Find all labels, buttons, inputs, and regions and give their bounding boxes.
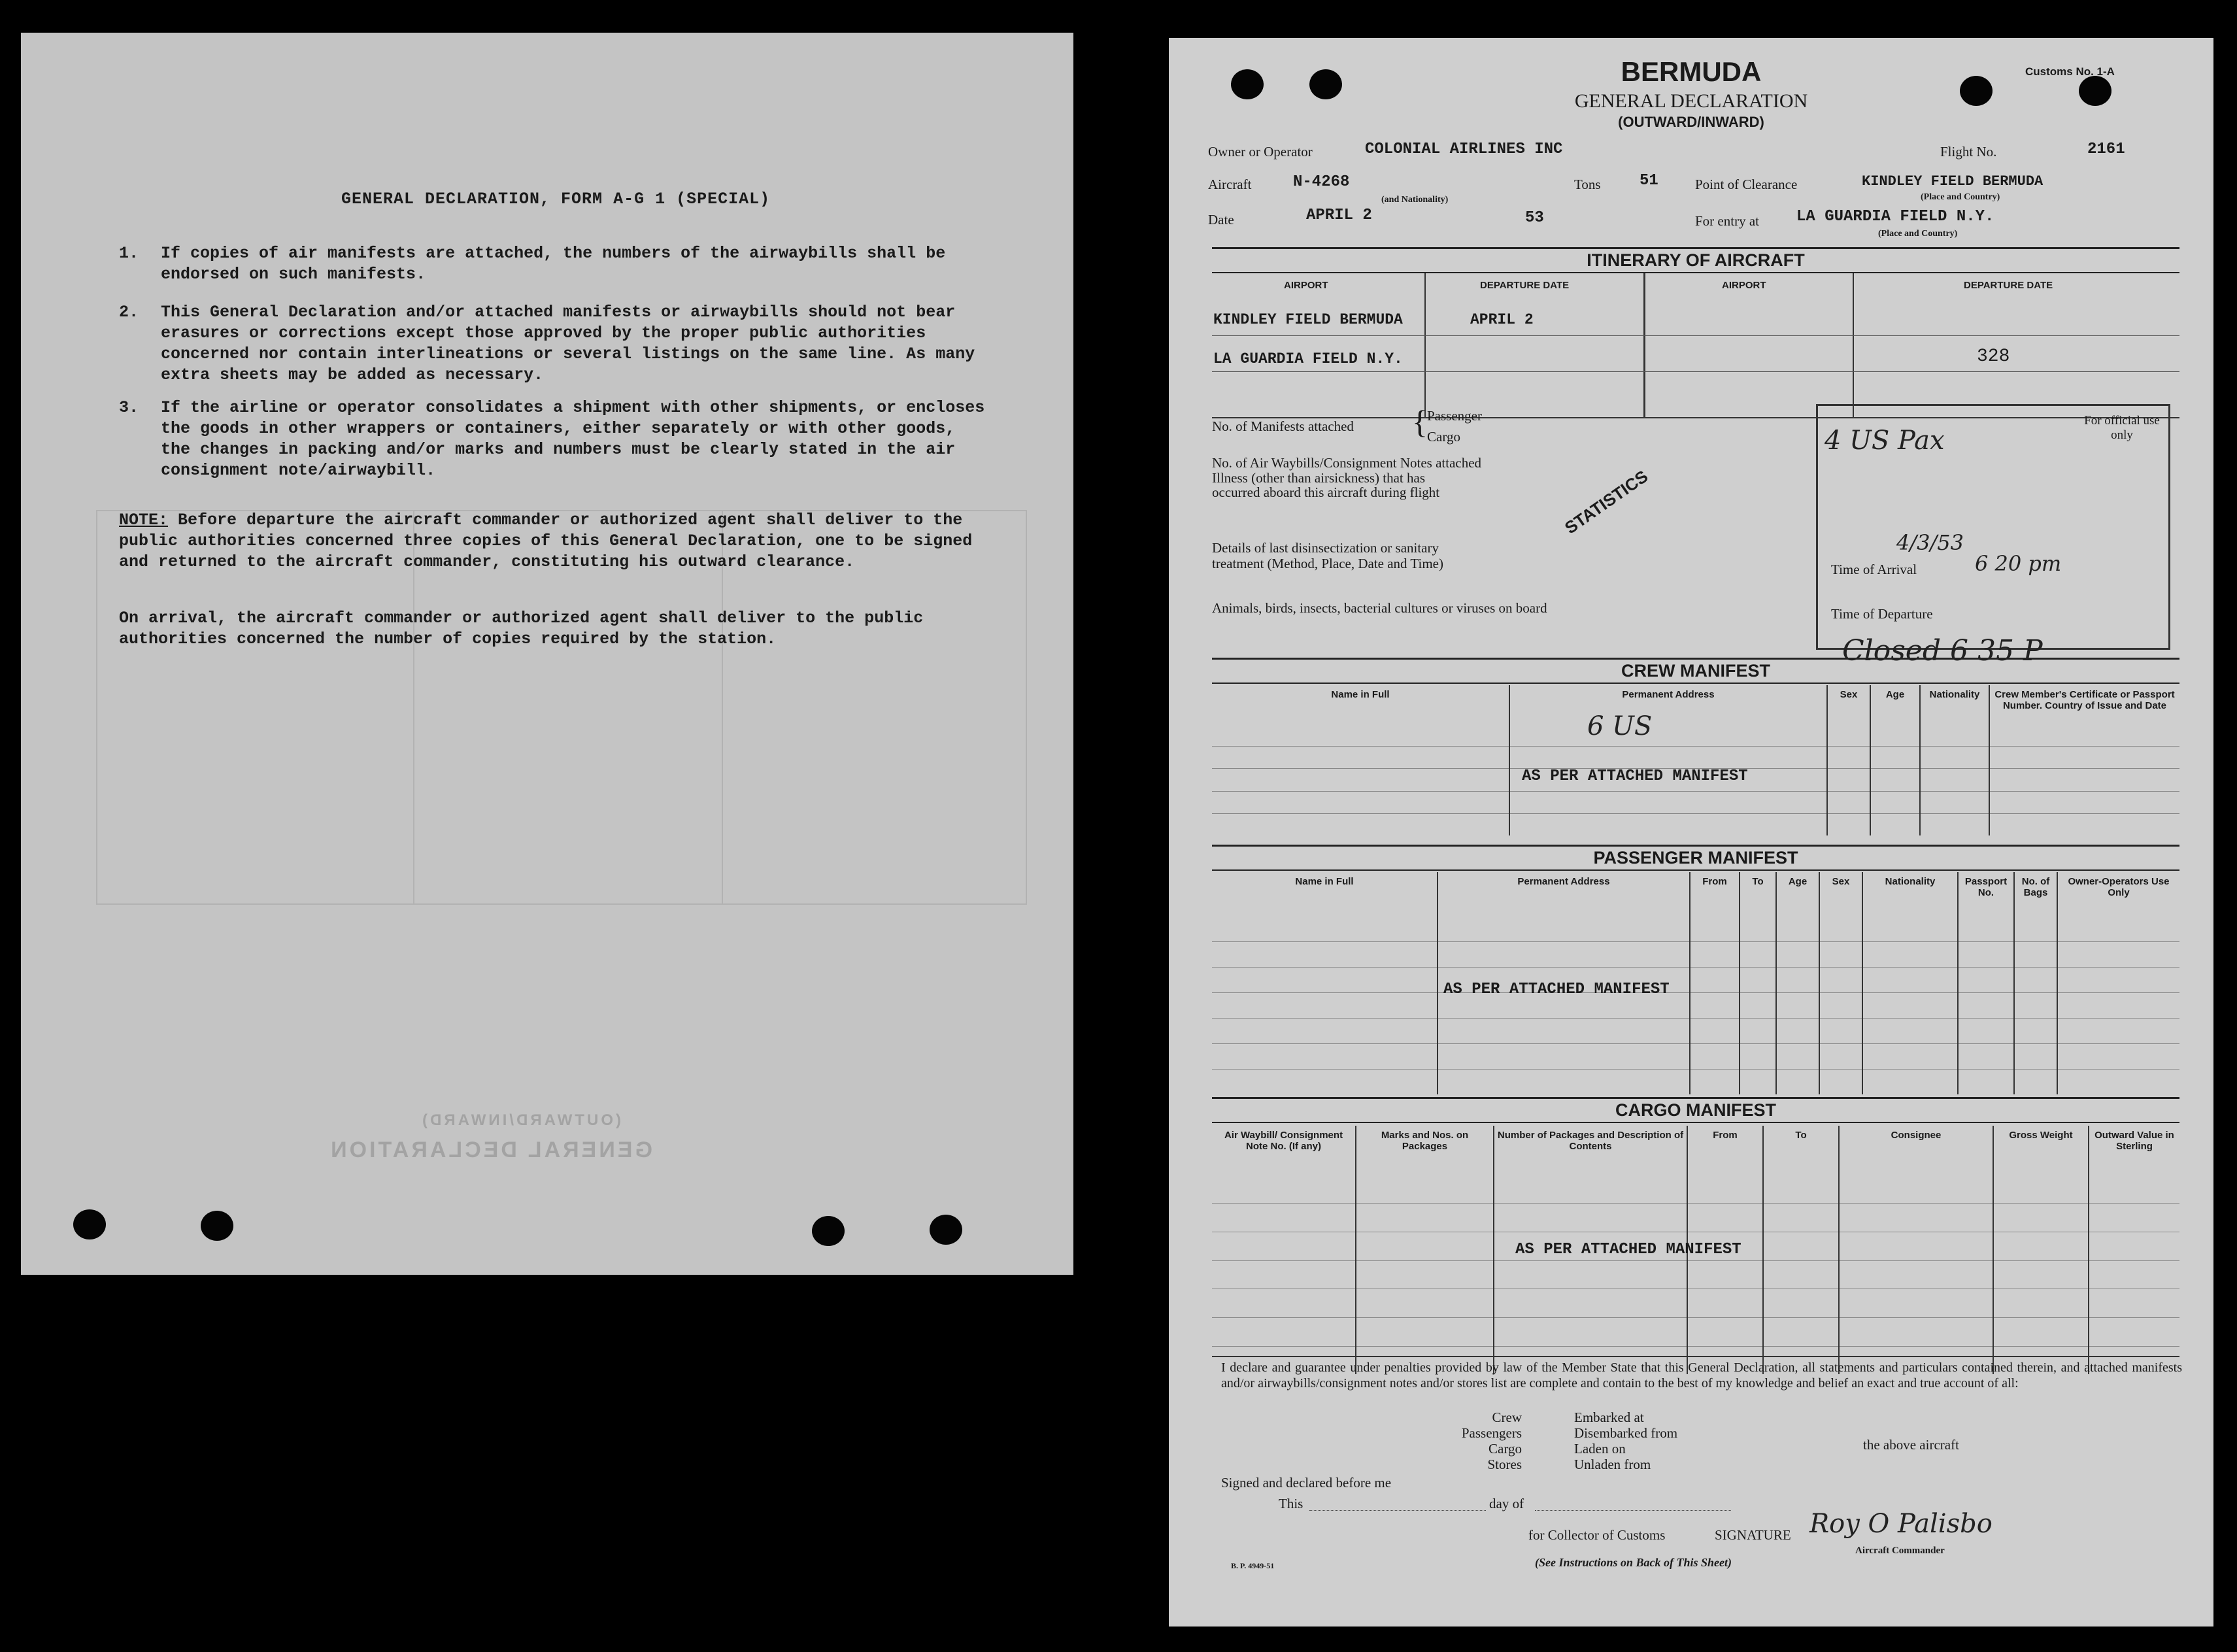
passenger-col-name: Name in Full <box>1295 876 1354 887</box>
passenger-cell <box>1776 941 1819 967</box>
arrival-instruction: On arrival, the aircraft commander or authorized agent shall deliver to the public authorities concerned the number of copies required by the station. <box>119 609 924 649</box>
aircraft-label: Aircraft <box>1208 177 1252 192</box>
cargo-cell <box>1494 1318 1687 1347</box>
passenger-col-owner-use: Owner-Operators Use Only <box>2057 872 2179 941</box>
crew-handwritten-count: 6 US <box>1587 711 1653 741</box>
cargo-col-from: From <box>1687 1126 1763 1204</box>
cargo-cell <box>1687 1260 1763 1289</box>
crew-as-per-manifest: AS PER ATTACHED MANIFEST <box>1522 767 1748 785</box>
manifests-cargo-label: Cargo <box>1427 429 1460 445</box>
passenger-manifest-heading: PASSENGER MANIFEST <box>1212 845 2179 871</box>
manifests-passenger-label: Passenger <box>1427 408 1482 424</box>
itinerary-divider <box>1424 273 1426 417</box>
passenger-cell <box>1212 967 1438 992</box>
declaration-text: I declare and guarantee under penalties provided by law of the Member State that this General Declaration, all statements and particulars contained therein, and attached manifests and/or airwaybills/consignment notes and/or stores list are complete and contain to the best of my knowledge and belief an exact and true account of all: <box>1221 1360 2182 1391</box>
manifests-brace: { <box>1412 403 1428 440</box>
crew-col-name: Name in Full <box>1331 689 1390 700</box>
cargo-col-to: To <box>1763 1126 1839 1204</box>
handwritten-closed-time: Closed 6 35 P <box>1842 634 2043 667</box>
commander-signature: Roy O Palisbo <box>1809 1509 1993 1539</box>
action-laden: Laden on <box>1574 1441 1626 1457</box>
cargo-manifest-heading: CARGO MANIFEST <box>1212 1097 2179 1123</box>
day-of-label: day of <box>1489 1496 1524 1511</box>
date-year: 53 <box>1525 209 1544 227</box>
handwritten-pax-note: 4 US Pax <box>1825 426 1945 456</box>
cargo-cell <box>1839 1318 1993 1347</box>
itinerary-col-airport-2: AIRPORT <box>1722 280 1766 291</box>
crew-manifest-heading: CREW MANIFEST <box>1212 658 2179 684</box>
passenger-cell <box>2014 1044 2057 1070</box>
passenger-cell <box>1958 941 2014 967</box>
owner-value: COLONIAL AIRLINES INC <box>1365 141 1563 158</box>
passenger-cell <box>1212 992 1438 1018</box>
cargo-cell <box>1356 1232 1494 1260</box>
see-instructions: (See Instructions on Back of This Sheet) <box>1535 1556 1732 1569</box>
arrival-label: Time of Arrival <box>1831 562 1917 577</box>
passenger-cell <box>1690 1070 1740 1094</box>
crew-cell <box>1989 791 2179 813</box>
official-use-box <box>1816 404 2170 650</box>
cargo-cell <box>1494 1260 1687 1289</box>
passenger-cell <box>1819 992 1862 1018</box>
crew-col-sex: Sex <box>1827 685 1870 746</box>
passenger-cell <box>1776 992 1819 1018</box>
cargo-cell <box>1763 1289 1839 1318</box>
statistics-stamp: STATISTICS <box>1561 466 1652 538</box>
punch-hole <box>812 1216 845 1246</box>
signed-declared-label: Signed and declared before me <box>1221 1475 1392 1491</box>
passenger-cell <box>1212 941 1438 967</box>
itinerary-row-line <box>1212 335 2179 336</box>
cargo-col-waybill: Air Waybill/ Consignment Note No. (If any) <box>1224 1130 1343 1152</box>
passenger-cell <box>1819 941 1862 967</box>
cargo-as-per-manifest: AS PER ATTACHED MANIFEST <box>1515 1241 1741 1258</box>
passenger-as-per-manifest: AS PER ATTACHED MANIFEST <box>1443 981 1670 998</box>
crew-col-certificate: Crew Member's Certificate or Passport Number. Country of Issue and Date <box>1989 685 2179 746</box>
passenger-cell <box>1776 1019 1819 1044</box>
customs-number: Customs No. 1-A <box>2025 65 2115 78</box>
passenger-cell <box>2057 992 2179 1018</box>
entry-value: LA GUARDIA FIELD N.Y. <box>1796 208 1994 226</box>
cargo-col-description: Number of Packages and Description of Contents <box>1494 1126 1687 1204</box>
passenger-cell <box>2014 1070 2057 1094</box>
itinerary-divider <box>1643 273 1645 417</box>
passenger-cell <box>2014 967 2057 992</box>
crew-cell <box>1212 769 1509 791</box>
this-line <box>1309 1510 1486 1511</box>
passenger-col-sex: Sex <box>1819 872 1862 941</box>
crew-cell <box>1870 769 1920 791</box>
passenger-cell <box>1438 1044 1690 1070</box>
clearance-value: KINDLEY FIELD BERMUDA <box>1862 173 2044 190</box>
passenger-cell <box>1740 1019 1776 1044</box>
cargo-cell <box>1993 1232 2089 1260</box>
flight-label: Flight No. <box>1940 144 1997 160</box>
clearance-place-note: (Place and Country) <box>1921 192 2000 202</box>
crew-cell <box>1509 746 1827 768</box>
cargo-cell <box>1494 1204 1687 1232</box>
note-label: NOTE: <box>119 511 169 530</box>
date-label: Date <box>1208 212 1234 228</box>
passenger-col-to: To <box>1740 872 1776 941</box>
cargo-cell <box>1993 1260 2089 1289</box>
instruction-number: 3. <box>119 398 139 417</box>
itinerary-col-departure: DEPARTURE DATE <box>1480 280 1570 291</box>
passenger-cell <box>1776 1044 1819 1070</box>
passenger-cell <box>1862 941 1958 967</box>
tons-value: 51 <box>1640 172 1658 190</box>
entry-place-note: (Place and Country) <box>1878 229 1958 239</box>
cargo-col-consignee: Consignee <box>1839 1126 1993 1204</box>
owner-label: Owner or Operator <box>1208 144 1313 160</box>
tons-label: Tons <box>1574 177 1601 192</box>
this-label: This <box>1279 1496 1304 1511</box>
passenger-col-nationality: Nationality <box>1862 872 1958 941</box>
note-block <box>119 510 1008 573</box>
passenger-cell <box>1819 1019 1862 1044</box>
passenger-cell <box>2057 1070 2179 1094</box>
cargo-cell <box>1356 1318 1494 1347</box>
cargo-cell <box>1212 1232 1356 1260</box>
passenger-cell <box>2057 967 2179 992</box>
passenger-col-address: Permanent Address <box>1438 872 1690 941</box>
cargo-col-marks: Marks and Nos. on Packages <box>1356 1126 1494 1204</box>
itinerary-row-line <box>1212 371 2179 372</box>
animals-label: Animals, birds, insects, bacterial cultures or viruses on board <box>1212 600 1547 616</box>
passenger-cell <box>1819 1070 1862 1094</box>
punch-hole <box>73 1209 106 1239</box>
declaration-divider <box>1212 1356 2179 1357</box>
passenger-cell <box>2014 1019 2057 1044</box>
cargo-cell <box>2089 1289 2179 1318</box>
cargo-cell <box>1763 1204 1839 1232</box>
bleed-through-subtitle: (OUTWARD/INWARD) <box>420 1111 621 1129</box>
passenger-cell <box>1690 967 1740 992</box>
crew-cell <box>1212 746 1509 768</box>
passenger-cell <box>1690 992 1740 1018</box>
passenger-cell <box>1776 1070 1819 1094</box>
crew-cell <box>1827 746 1870 768</box>
passenger-cell <box>1862 967 1958 992</box>
left-form-title: GENERAL DECLARATION, FORM A-G 1 (SPECIAL) <box>341 190 771 209</box>
cargo-cell <box>1687 1289 1763 1318</box>
passenger-cell <box>2057 1044 2179 1070</box>
crew-cell <box>1870 791 1920 813</box>
declaration-actions <box>1574 1409 1677 1472</box>
instruction-text: If copies of air manifests are attached, the numbers of the airwaybills shall be endorsed on such manifests. <box>161 244 946 284</box>
cargo-cell <box>1212 1289 1356 1318</box>
passenger-cell <box>1819 967 1862 992</box>
crew-cell <box>1212 813 1509 835</box>
itinerary-table <box>1212 273 2179 418</box>
passenger-cell <box>1740 992 1776 1018</box>
itinerary-row2-airport: LA GUARDIA FIELD N.Y. <box>1213 350 1403 367</box>
official-use-label: For official use only <box>2084 414 2160 442</box>
subject-crew: Crew <box>1492 1409 1522 1425</box>
cargo-cell <box>1356 1260 1494 1289</box>
cargo-cell <box>1763 1318 1839 1347</box>
passenger-cell <box>1212 1070 1438 1094</box>
waybills-label: No. of Air Waybills/Consignment Notes attached <box>1212 455 1482 471</box>
passenger-cell <box>1690 1019 1740 1044</box>
crew-col-nationality: Nationality <box>1920 685 1989 746</box>
passenger-cell <box>1958 1070 2014 1094</box>
punch-hole <box>201 1211 233 1241</box>
aircraft-nationality-note: (and Nationality) <box>1381 195 1449 205</box>
crew-cell <box>1827 813 1870 835</box>
passenger-cell <box>1438 1019 1690 1044</box>
crew-cell <box>1870 746 1920 768</box>
crew-cell <box>1920 769 1989 791</box>
passenger-cell <box>1776 967 1819 992</box>
handwritten-date: 4/3/53 <box>1896 530 1964 555</box>
itinerary-col-departure-2: DEPARTURE DATE <box>1964 280 2053 291</box>
passenger-cell <box>1740 967 1776 992</box>
instruction-3 <box>119 397 988 481</box>
form-code: B. P. 4949-51 <box>1231 1561 1275 1570</box>
crew-manifest-table <box>1212 685 2179 835</box>
crew-cell <box>1989 769 2179 791</box>
illness-label: Illness (other than airsickness) that has occurred aboard this aircraft during flight <box>1212 470 1440 500</box>
passenger-cell <box>1862 1044 1958 1070</box>
passenger-cell <box>1212 1019 1438 1044</box>
passenger-cell <box>2057 1019 2179 1044</box>
action-disembarked: Disembarked from <box>1574 1425 1678 1441</box>
commander-label: Aircraft Commander <box>1855 1545 1945 1556</box>
punch-hole <box>930 1215 962 1245</box>
aircraft-value: N-4268 <box>1293 173 1350 191</box>
cargo-cell <box>2089 1260 2179 1289</box>
instruction-text: If the airline or operator consolidates a shipment with other shipments, or encloses the goods in other wrappers or containers, either separately or with other goods, the changes in packing and/or marks and numbers must be clearly stated in the air consignment note/airwaybill. <box>161 398 985 480</box>
form-direction: (OUTWARD/INWARD) <box>1618 114 1764 130</box>
passenger-cell <box>1740 1044 1776 1070</box>
passenger-cell <box>1862 992 1958 1018</box>
itinerary-row2-number: 328 <box>1977 346 2010 367</box>
form-subtitle: GENERAL DECLARATION <box>1574 90 1808 112</box>
handwritten-arrival-time: 6 20 pm <box>1975 551 2062 576</box>
signature-label: SIGNATURE <box>1715 1527 1791 1543</box>
cargo-cell <box>1839 1232 1993 1260</box>
cargo-cell <box>1212 1260 1356 1289</box>
passenger-cell <box>1438 941 1690 967</box>
subject-passengers: Passengers <box>1461 1425 1522 1441</box>
cargo-cell <box>2089 1232 2179 1260</box>
disinsectization-label: Details of last disinsectization or sanitary treatment (Method, Place, Date and Time) <box>1212 540 1443 571</box>
crew-col-address: Permanent Address <box>1509 685 1827 746</box>
passenger-col-passport: Passport No. <box>1958 872 2014 941</box>
passenger-cell <box>2014 992 2057 1018</box>
subject-cargo: Cargo <box>1489 1441 1522 1457</box>
passenger-cell <box>1862 1070 1958 1094</box>
cargo-cell <box>1687 1204 1763 1232</box>
passenger-col-bags: No. of Bags <box>2014 872 2057 941</box>
cargo-cell <box>1993 1204 2089 1232</box>
crew-col-age: Age <box>1870 685 1920 746</box>
bleed-through-title: GENERAL DECLARATION <box>328 1138 652 1162</box>
passenger-col-age: Age <box>1776 872 1819 941</box>
note-text: Before departure the aircraft commander or authorized agent shall deliver to the public authorities concerned three copies of this General Declaration, one to be signed and returned to the aircraft commander, constituting his outward clearance. <box>119 511 973 571</box>
passenger-cell <box>2057 941 2179 967</box>
passenger-cell <box>1862 1019 1958 1044</box>
passenger-cell <box>1212 1044 1438 1070</box>
passenger-cell <box>1958 967 2014 992</box>
cargo-cell <box>1839 1289 1993 1318</box>
itinerary-row1-airport: KINDLEY FIELD BERMUDA <box>1213 311 1403 328</box>
form-title: BERMUDA <box>1621 56 1762 87</box>
cargo-cell <box>1993 1318 2089 1347</box>
passenger-manifest-table <box>1212 872 2179 1094</box>
cargo-cell <box>1356 1204 1494 1232</box>
cargo-cell <box>2089 1318 2179 1347</box>
entry-label: For entry at <box>1695 213 1759 229</box>
manifests-label: No. of Manifests attached <box>1212 418 1354 434</box>
crew-cell <box>1920 813 1989 835</box>
cargo-cell <box>1687 1318 1763 1347</box>
action-unladen: Unladen from <box>1574 1457 1651 1472</box>
crew-cell <box>1920 791 1989 813</box>
passenger-col-from: From <box>1690 872 1740 941</box>
passenger-cell <box>1819 1044 1862 1070</box>
itinerary-col-airport: AIRPORT <box>1284 280 1328 291</box>
cargo-cell <box>1763 1232 1839 1260</box>
cargo-cell <box>1993 1289 2089 1318</box>
action-embarked: Embarked at <box>1574 1409 1644 1425</box>
passenger-cell <box>1958 992 2014 1018</box>
cargo-cell <box>1763 1260 1839 1289</box>
passenger-cell <box>1958 1044 2014 1070</box>
departure-label: Time of Departure <box>1831 606 1933 622</box>
passenger-cell <box>1438 1070 1690 1094</box>
crew-cell <box>1509 813 1827 835</box>
flight-value: 2161 <box>2087 141 2125 158</box>
date-value: APRIL 2 <box>1306 207 1372 224</box>
cargo-cell <box>1839 1260 1993 1289</box>
right-sheet-general-declaration <box>1169 38 2213 1627</box>
subject-stores: Stores <box>1487 1457 1522 1472</box>
cargo-col-value: Outward Value in Sterling <box>2089 1126 2179 1204</box>
collector-label: for Collector of Customs <box>1528 1527 1666 1543</box>
cargo-cell <box>1212 1204 1356 1232</box>
day-of-line <box>1535 1510 1731 1511</box>
passenger-cell <box>1958 1019 2014 1044</box>
instruction-number: 1. <box>119 244 139 263</box>
crew-cell <box>1212 791 1509 813</box>
itinerary-row1-date: APRIL 2 <box>1470 311 1534 328</box>
crew-cell <box>1827 769 1870 791</box>
passenger-cell <box>1740 1070 1776 1094</box>
cargo-cell <box>1356 1289 1494 1318</box>
crew-cell <box>1827 791 1870 813</box>
cargo-col-weight: Gross Weight <box>1993 1126 2089 1204</box>
passenger-cell <box>1740 941 1776 967</box>
crew-cell <box>1870 813 1920 835</box>
above-aircraft: the above aircraft <box>1863 1437 1959 1453</box>
itinerary-heading: ITINERARY OF AIRCRAFT <box>1212 247 2179 273</box>
instruction-text: This General Declaration and/or attached manifests or airwaybills should not bear erasures or corrections except those approved by the proper public authorities concerned nor contain interlineations or several listings on the same line. As many extra sheets may be added as necessary. <box>161 303 975 384</box>
passenger-cell <box>1690 941 1740 967</box>
clearance-label: Point of Clearance <box>1695 177 1798 192</box>
instruction-2 <box>119 302 988 386</box>
instruction-number: 2. <box>119 303 139 322</box>
passenger-cell <box>1690 1044 1740 1070</box>
itinerary-divider <box>1853 273 1854 417</box>
cargo-cell <box>1494 1289 1687 1318</box>
passenger-cell <box>2014 941 2057 967</box>
crew-cell <box>1989 746 2179 768</box>
instruction-1 <box>119 243 988 285</box>
cargo-cell <box>1212 1318 1356 1347</box>
declaration-subjects <box>1430 1409 1522 1472</box>
crew-cell <box>1509 791 1827 813</box>
cargo-cell <box>1839 1204 1993 1232</box>
crew-cell <box>1920 746 1989 768</box>
cargo-cell <box>2089 1204 2179 1232</box>
left-sheet-back-of-form <box>21 33 1073 1275</box>
crew-cell <box>1989 813 2179 835</box>
